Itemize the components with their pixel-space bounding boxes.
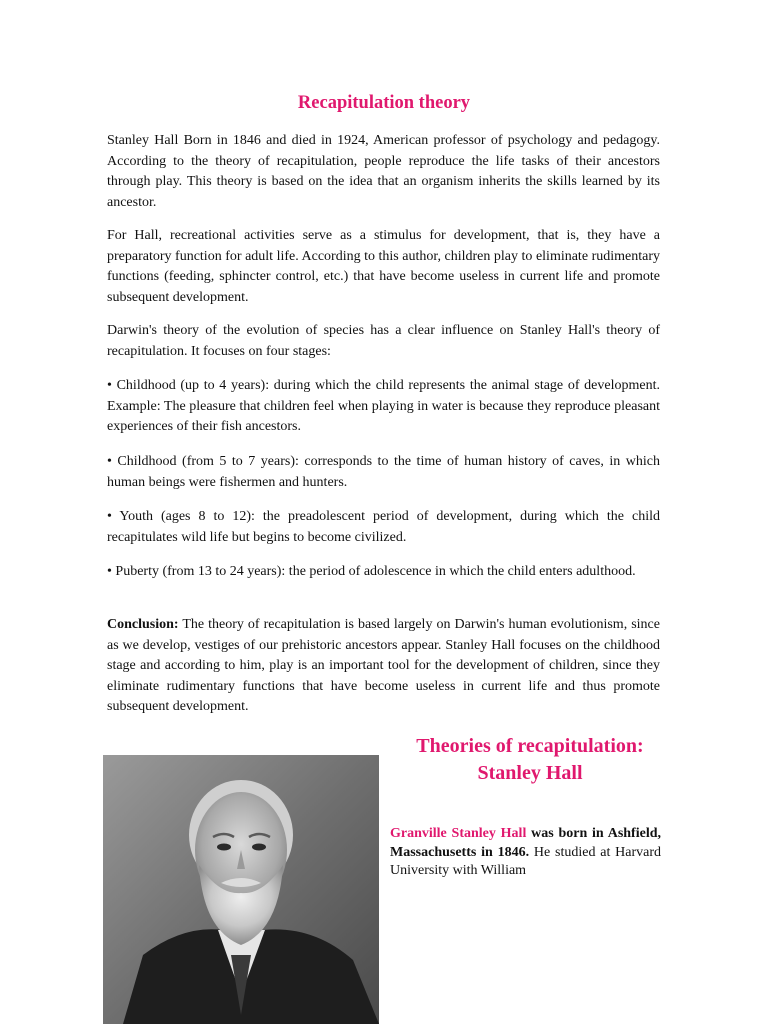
conclusion-paragraph xyxy=(107,615,660,718)
heading-line: Stanley Hall xyxy=(477,762,583,784)
paragraph-text: Stanley Hall Born in 1846 and died in 1924, American professor of psychology and pedagogy. According to the theory of recapitulation, people reproduce the life tasks of their ancestors through play. This theory is based on the idea that an organism inherits the skills learned by its ancestor. xyxy=(107,133,660,210)
stage-text: • Childhood (from 5 to 7 years): corresponds to the time of human history of caves, in which human beings were fishermen and hunters. xyxy=(107,454,660,490)
paragraph-intro xyxy=(107,131,660,213)
stage-item xyxy=(107,507,660,548)
bio-name: Granville Stanley Hall xyxy=(390,826,527,841)
conclusion-label: Conclusion: xyxy=(107,617,179,632)
stage-item xyxy=(107,562,660,583)
conclusion-text xyxy=(107,615,660,718)
stage-text: • Youth (ages 8 to 12): the preadolescent period of development, during which the child recapitulates wild life but begins to become civilized. xyxy=(107,509,660,545)
stage-text: • Puberty (from 13 to 24 years): the period of adolescence in which the child enters adulthood. xyxy=(107,564,636,579)
stage-item xyxy=(107,376,660,438)
portrait-photo xyxy=(103,755,379,1024)
conclusion-body: The theory of recapitulation is based largely on Darwin's human evolutionism, since as we develop, vestiges of our prehistoric ancestors appear. Stanley Hall focuses on the childhood stage and according to him, play is an important tool for the development of children, since they eliminate rudimentary functions that have become useless in current life and thus promote subsequent development. xyxy=(107,617,660,714)
page-title: Recapitulation theory xyxy=(297,93,471,113)
paragraph-text: Darwin's theory of the evolution of species has a clear influence on Stanley Hall's theory of recapitulation. It focuses on four stages: xyxy=(107,323,660,359)
section-heading xyxy=(390,733,670,787)
paragraph-text: For Hall, recreational activities serve as a stimulus for development, that is, they have a preparatory function for adult life. According to this author, children play to eliminate rudimentary functions (feeding, sphincter control, etc.) that have become useless in current life and promote subsequent development. xyxy=(107,228,660,305)
bio-education: He studied at Harvard University with William xyxy=(390,844,661,878)
bio-birth: was born in Ashfield, Massachusetts in 1846. xyxy=(390,826,661,860)
heading-line: Theories of recapitulation: xyxy=(416,735,644,757)
stage-text: • Childhood (up to 4 years): during which the child represents the animal stage of development. Example: The pleasure that children feel when playing in water is because they reproduce pleasant experiences of their fish ancestors. xyxy=(107,378,660,434)
biography-paragraph xyxy=(390,825,661,881)
paragraph-recreation xyxy=(107,226,660,308)
paragraph-darwin xyxy=(107,321,660,362)
stage-item xyxy=(107,452,660,493)
